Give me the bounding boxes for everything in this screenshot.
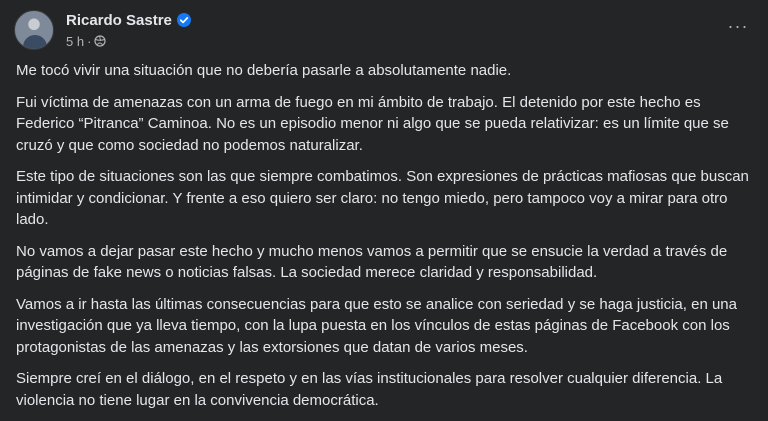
post-paragraph: Siempre creí en el diálogo, en el respeto y en las vías institucionales para resolver cualquier diferencia. La violencia no tiene lugar en la convivencia democrática. bbox=[16, 370, 723, 409]
post-paragraph: Fui víctima de amenazas con un arma de fuego en mi ámbito de trabajo. El detenido por este hecho es Federico “Pitranca” Caminoa. No es un episodio menor ni algo que se pueda relativizar: es un límite que se cruzó y que como sociedad no podemos naturalizar. bbox=[16, 93, 729, 154]
separator-dot: · bbox=[87, 33, 92, 49]
post-header bbox=[14, 8, 191, 52]
post-paragraph: No vamos a dejar pasar este hecho y mucho menos vamos a permitir que se ensucie la verdad a través de páginas de fake news o noticias falsas. La sociedad merece claridad y responsabilidad. bbox=[16, 242, 728, 281]
timestamp-row bbox=[66, 32, 191, 50]
avatar[interactable] bbox=[14, 10, 54, 50]
globe-icon[interactable] bbox=[94, 35, 106, 47]
post-paragraph: Este tipo de situaciones son las que siempre combatimos. Son expresiones de prácticas mafiosas que buscan intimidar y condicionar. Y frente a eso quiero ser claro: no tengo miedo, pero tampoco voy a mirar para otro lado. bbox=[16, 168, 749, 228]
post-paragraph: Vamos a ir hasta las últimas consecuencias para que esto se analice con seriedad y se haga justicia, en una investigación que ya lleva tiempo, con la lupa puesta en los vínculos de estas páginas de Facebook con los protagonistas de las amenazas y las extorsiones que datan de varios meses. bbox=[16, 295, 737, 356]
author-row bbox=[66, 10, 191, 30]
author-name[interactable]: Ricardo Sastre bbox=[66, 11, 172, 29]
post-meta bbox=[66, 10, 191, 50]
verified-badge-icon bbox=[177, 13, 191, 27]
more-options-button[interactable]: ··· bbox=[727, 15, 749, 36]
post-paragraph: Me tocó vivir una situación que no debería pasarle a absolutamente nadie. bbox=[16, 62, 512, 79]
post-time[interactable]: 5 h bbox=[66, 33, 85, 49]
post-body bbox=[16, 60, 758, 421]
